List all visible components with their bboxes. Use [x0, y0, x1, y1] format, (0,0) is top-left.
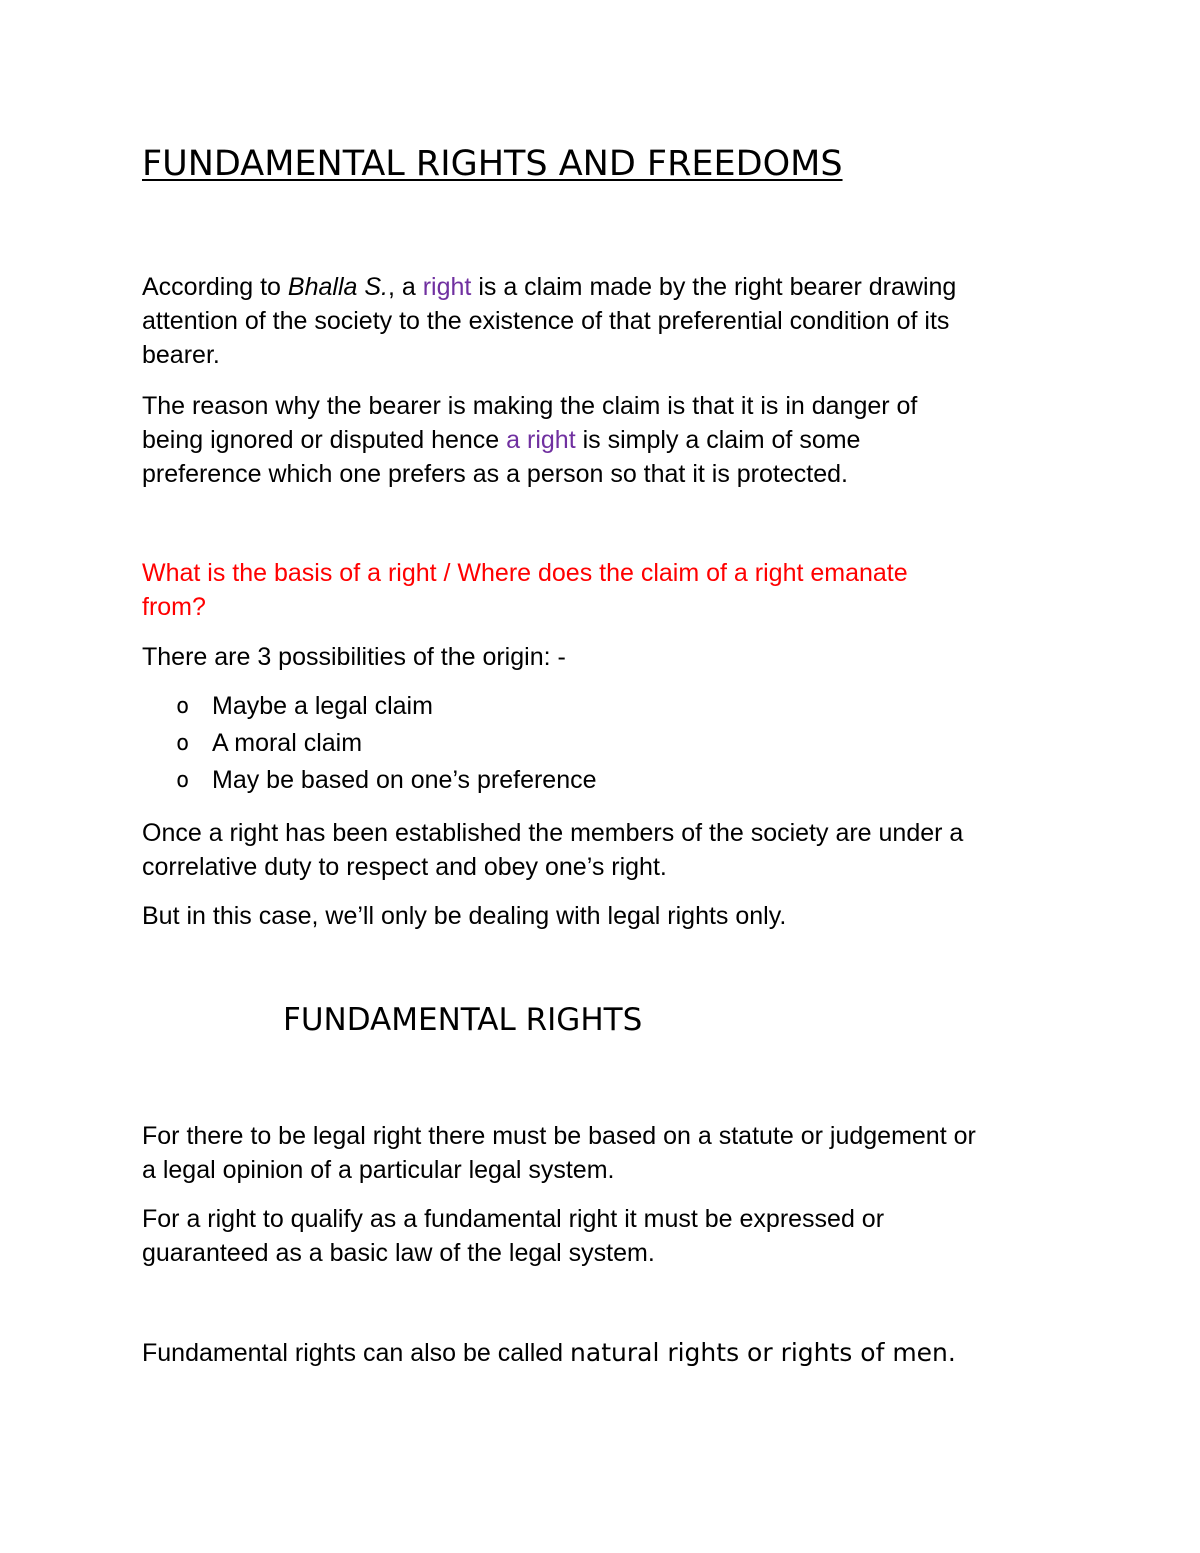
bullet-marker: o — [176, 731, 190, 756]
qualify-line-2: guaranteed as a basic law of the legal system. — [142, 1239, 655, 1267]
intro-paragraph — [142, 270, 1072, 372]
a-right-term: a right — [506, 426, 576, 454]
intro-line-3: bearer. — [142, 341, 220, 369]
intro-line-2: attention of the society to the existence of that preferential condition of its — [142, 307, 950, 335]
legal-right-line-2: a legal opinion of a particular legal system. — [142, 1156, 615, 1184]
legal-right-line-1: For there to be legal right there must be based on a statute or judgement or — [142, 1122, 976, 1150]
natural-rights-phrase: natural rights or rights of men. — [570, 1338, 956, 1367]
duty-line-2: correlative duty to respect and obey one’s right. — [142, 853, 667, 881]
document-page: FUNDAMENTAL RIGHTS AND FREEDOMS According to Bhalla S., a right is a claim made by the right bearer drawing attention of the society to the existence of that preferential condition of its bearer. The reason why the bearer is making the claim is that it is in danger of being ignored or disputed hence a right is simply a claim of some preference which one prefers as a person so that it is protected. What is the basis of a right / Where does the claim of a right emanate from? There are 3 possibilities of the origin: - o Maybe a legal claim o A moral claim o May be based on one’s preference Once a right has been established the members of the society are under a correlative duty to respect and obey one’s right. But in this case, we’ll only be dealing with legal rights only. FUNDAMENTAL RIGHTS For there to be legal right there must be based on a statute or judgement or a legal opinion of a particular legal system. For a right to qualify as a fundamental right it must be expressed or guaranteed as a basic law of the legal system. Fundamental rights can also be called natural rights or rights of men. — [0, 0, 1200, 1553]
question-line-2: from? — [142, 593, 206, 621]
document-title: FUNDAMENTAL RIGHTS AND FREEDOMS — [142, 144, 843, 184]
natural-rights-paragraph: Fundamental rights can also be called natural rights or rights of men. — [142, 1338, 956, 1367]
qualify-paragraph — [142, 1202, 1072, 1270]
reason-paragraph — [142, 389, 1072, 491]
reason-line-1: The reason why the bearer is making the claim is that it is in danger of — [142, 392, 918, 420]
possibilities-intro: There are 3 possibilities of the origin: - — [142, 643, 566, 671]
question-paragraph — [142, 556, 1072, 624]
duty-paragraph — [142, 816, 1072, 884]
bullet-marker: o — [176, 768, 190, 793]
reason-line-3: preference which one prefers as a person so that it is protected. — [142, 460, 848, 488]
qualify-line-1: For a right to qualify as a fundamental right it must be expressed or — [142, 1205, 885, 1233]
reason-line-2: being ignored or disputed hence a right is simply a claim of some — [142, 426, 861, 454]
scope-paragraph: But in this case, we’ll only be dealing with legal rights only. — [142, 902, 787, 930]
duty-line-1: Once a right has been established the members of the society are under a — [142, 819, 964, 847]
intro-line-1: According to Bhalla S., a right is a claim made by the right bearer drawing — [142, 273, 957, 301]
question-line-1: What is the basis of a right / Where does the claim of a right emanate — [142, 559, 908, 587]
author-name: Bhalla S. — [287, 273, 388, 301]
legal-right-paragraph — [142, 1119, 1072, 1187]
section-heading: FUNDAMENTAL RIGHTS — [283, 1002, 643, 1038]
right-term: right — [422, 273, 472, 301]
bullet-marker: o — [176, 694, 190, 719]
